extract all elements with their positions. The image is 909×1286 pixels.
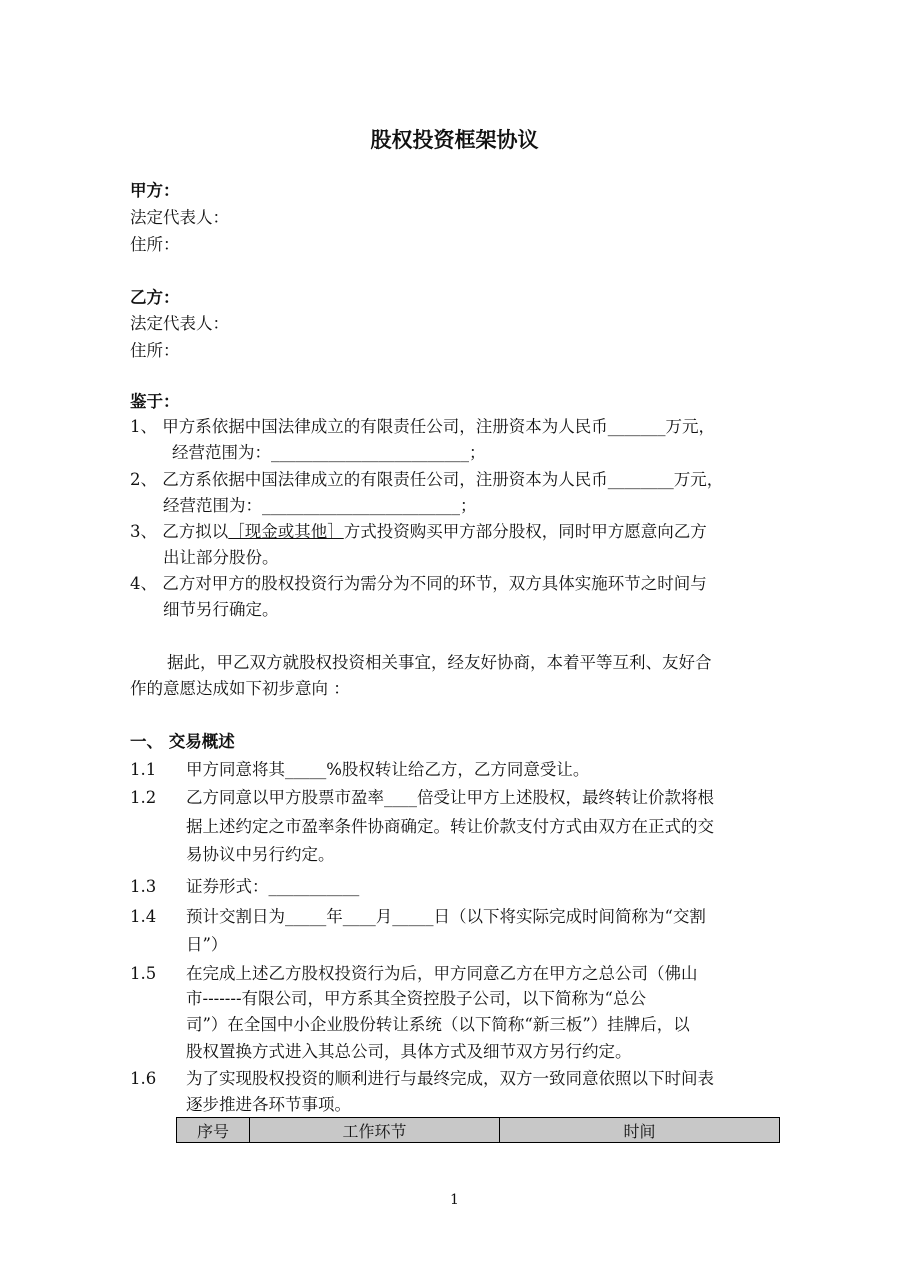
- section-1-heading: 一、 交易概述: [130, 732, 235, 751]
- clause-1-5-line-3: 司”）在全国中小企业股份转让系统（以下简称“新三板”）挂牌后，以: [186, 1015, 690, 1034]
- clause-1-5-number: 1.5: [130, 964, 157, 983]
- party-a-address: 住所：: [130, 235, 180, 254]
- whereas-item-1-line-1: 1、 甲方系依据中国法律成立的有限责任公司，注册资本为人民币_______万元，: [130, 417, 715, 436]
- clause-1-3-text: 证券形式：___________: [186, 877, 360, 896]
- clause-1-6-line-1: 为了实现股权投资的顺利进行与最终完成，双方一致同意依照以下时间表: [186, 1069, 714, 1088]
- intro-line-2: 作的意愿达成如下初步意向 ：: [130, 679, 350, 698]
- page-number: 1: [450, 1192, 459, 1208]
- clause-1-5-line-4: 股权置换方式进入其总公司，具体方式及细节双方另行约定。: [186, 1042, 632, 1061]
- clause-1-5-line-2: 市-------有限公司，甲方系其全资控股子公司，以下简称为“总公: [186, 989, 646, 1008]
- whereas-item-4-line-2: 细节另行确定。: [163, 600, 279, 619]
- clause-1-3-number: 1.3: [130, 877, 157, 896]
- clause-1-4-number: 1.4: [130, 907, 157, 926]
- clause-1-2-number: 1.2: [130, 788, 157, 807]
- schedule-table: [176, 1117, 780, 1143]
- whereas-item-4-line-1: 4、 乙方对甲方的股权投资行为需分为不同的环节，双方具体实施环节之时间与: [130, 574, 707, 593]
- clause-1-1-text: 甲方同意将其_____%股权转让给乙方，乙方同意受让。: [186, 760, 590, 779]
- clause-1-1-number: 1.1: [130, 760, 157, 779]
- whereas-item-3-suffix: 方式投资购买甲方部分股权，同时甲方愿意向乙方: [343, 522, 707, 541]
- clause-1-2-line-1: 乙方同意以甲方股票市盈率____倍受让甲方上述股权，最终转让价款将根: [186, 788, 714, 807]
- document-title: 股权投资框架协议: [370, 128, 539, 152]
- whereas-item-2-line-1: 2、 乙方系依据中国法律成立的有限责任公司，注册资本为人民币________万元，: [130, 470, 724, 489]
- clause-1-6-line-2: 逐步推进各环节事项。: [186, 1095, 351, 1114]
- whereas-item-2-line-2: 经营范围为：________________________；: [163, 496, 477, 515]
- clause-1-2-line-3: 易协议中另行约定。: [186, 845, 335, 864]
- party-a-heading: 甲方：: [130, 181, 180, 200]
- clause-1-2-line-2: 据上述约定之市盈率条件协商确定。转让价款支付方式由双方在正式的交: [186, 817, 714, 836]
- payment-method-placeholder: ［现金或其他］: [228, 522, 344, 541]
- party-b-address: 住所：: [130, 341, 180, 360]
- party-b-heading: 乙方：: [130, 288, 180, 307]
- party-a-representative: 法定代表人：: [130, 208, 229, 227]
- whereas-item-1-line-2: 经营范围为：________________________；: [172, 443, 486, 462]
- clause-1-5-line-1: 在完成上述乙方股权投资行为后，甲方同意乙方在甲方之总公司（佛山: [186, 964, 698, 983]
- clause-1-6-number: 1.6: [130, 1069, 157, 1088]
- table-header-row: [177, 1118, 780, 1143]
- whereas-item-3-line-1: [130, 520, 707, 544]
- party-b-representative: 法定代表人：: [130, 314, 229, 333]
- clause-1-4-line-2: 日”）: [186, 935, 228, 954]
- column-header-number: 序号: [177, 1118, 250, 1143]
- whereas-heading: 鉴于：: [130, 392, 180, 411]
- column-header-time: 时间: [500, 1118, 780, 1143]
- whereas-item-3-prefix: 3、 乙方拟以: [130, 522, 229, 541]
- whereas-item-3-line-2: 出让部分股份。: [163, 548, 279, 567]
- clause-1-4-line-1: 预计交割日为_____年____月_____日（以下将实际完成时间简称为“交割: [186, 907, 706, 926]
- intro-line-1: 据此，甲乙双方就股权投资相关事宜，经友好协商，本着平等互利、友好合: [167, 653, 712, 672]
- column-header-work-stage: 工作环节: [250, 1118, 500, 1143]
